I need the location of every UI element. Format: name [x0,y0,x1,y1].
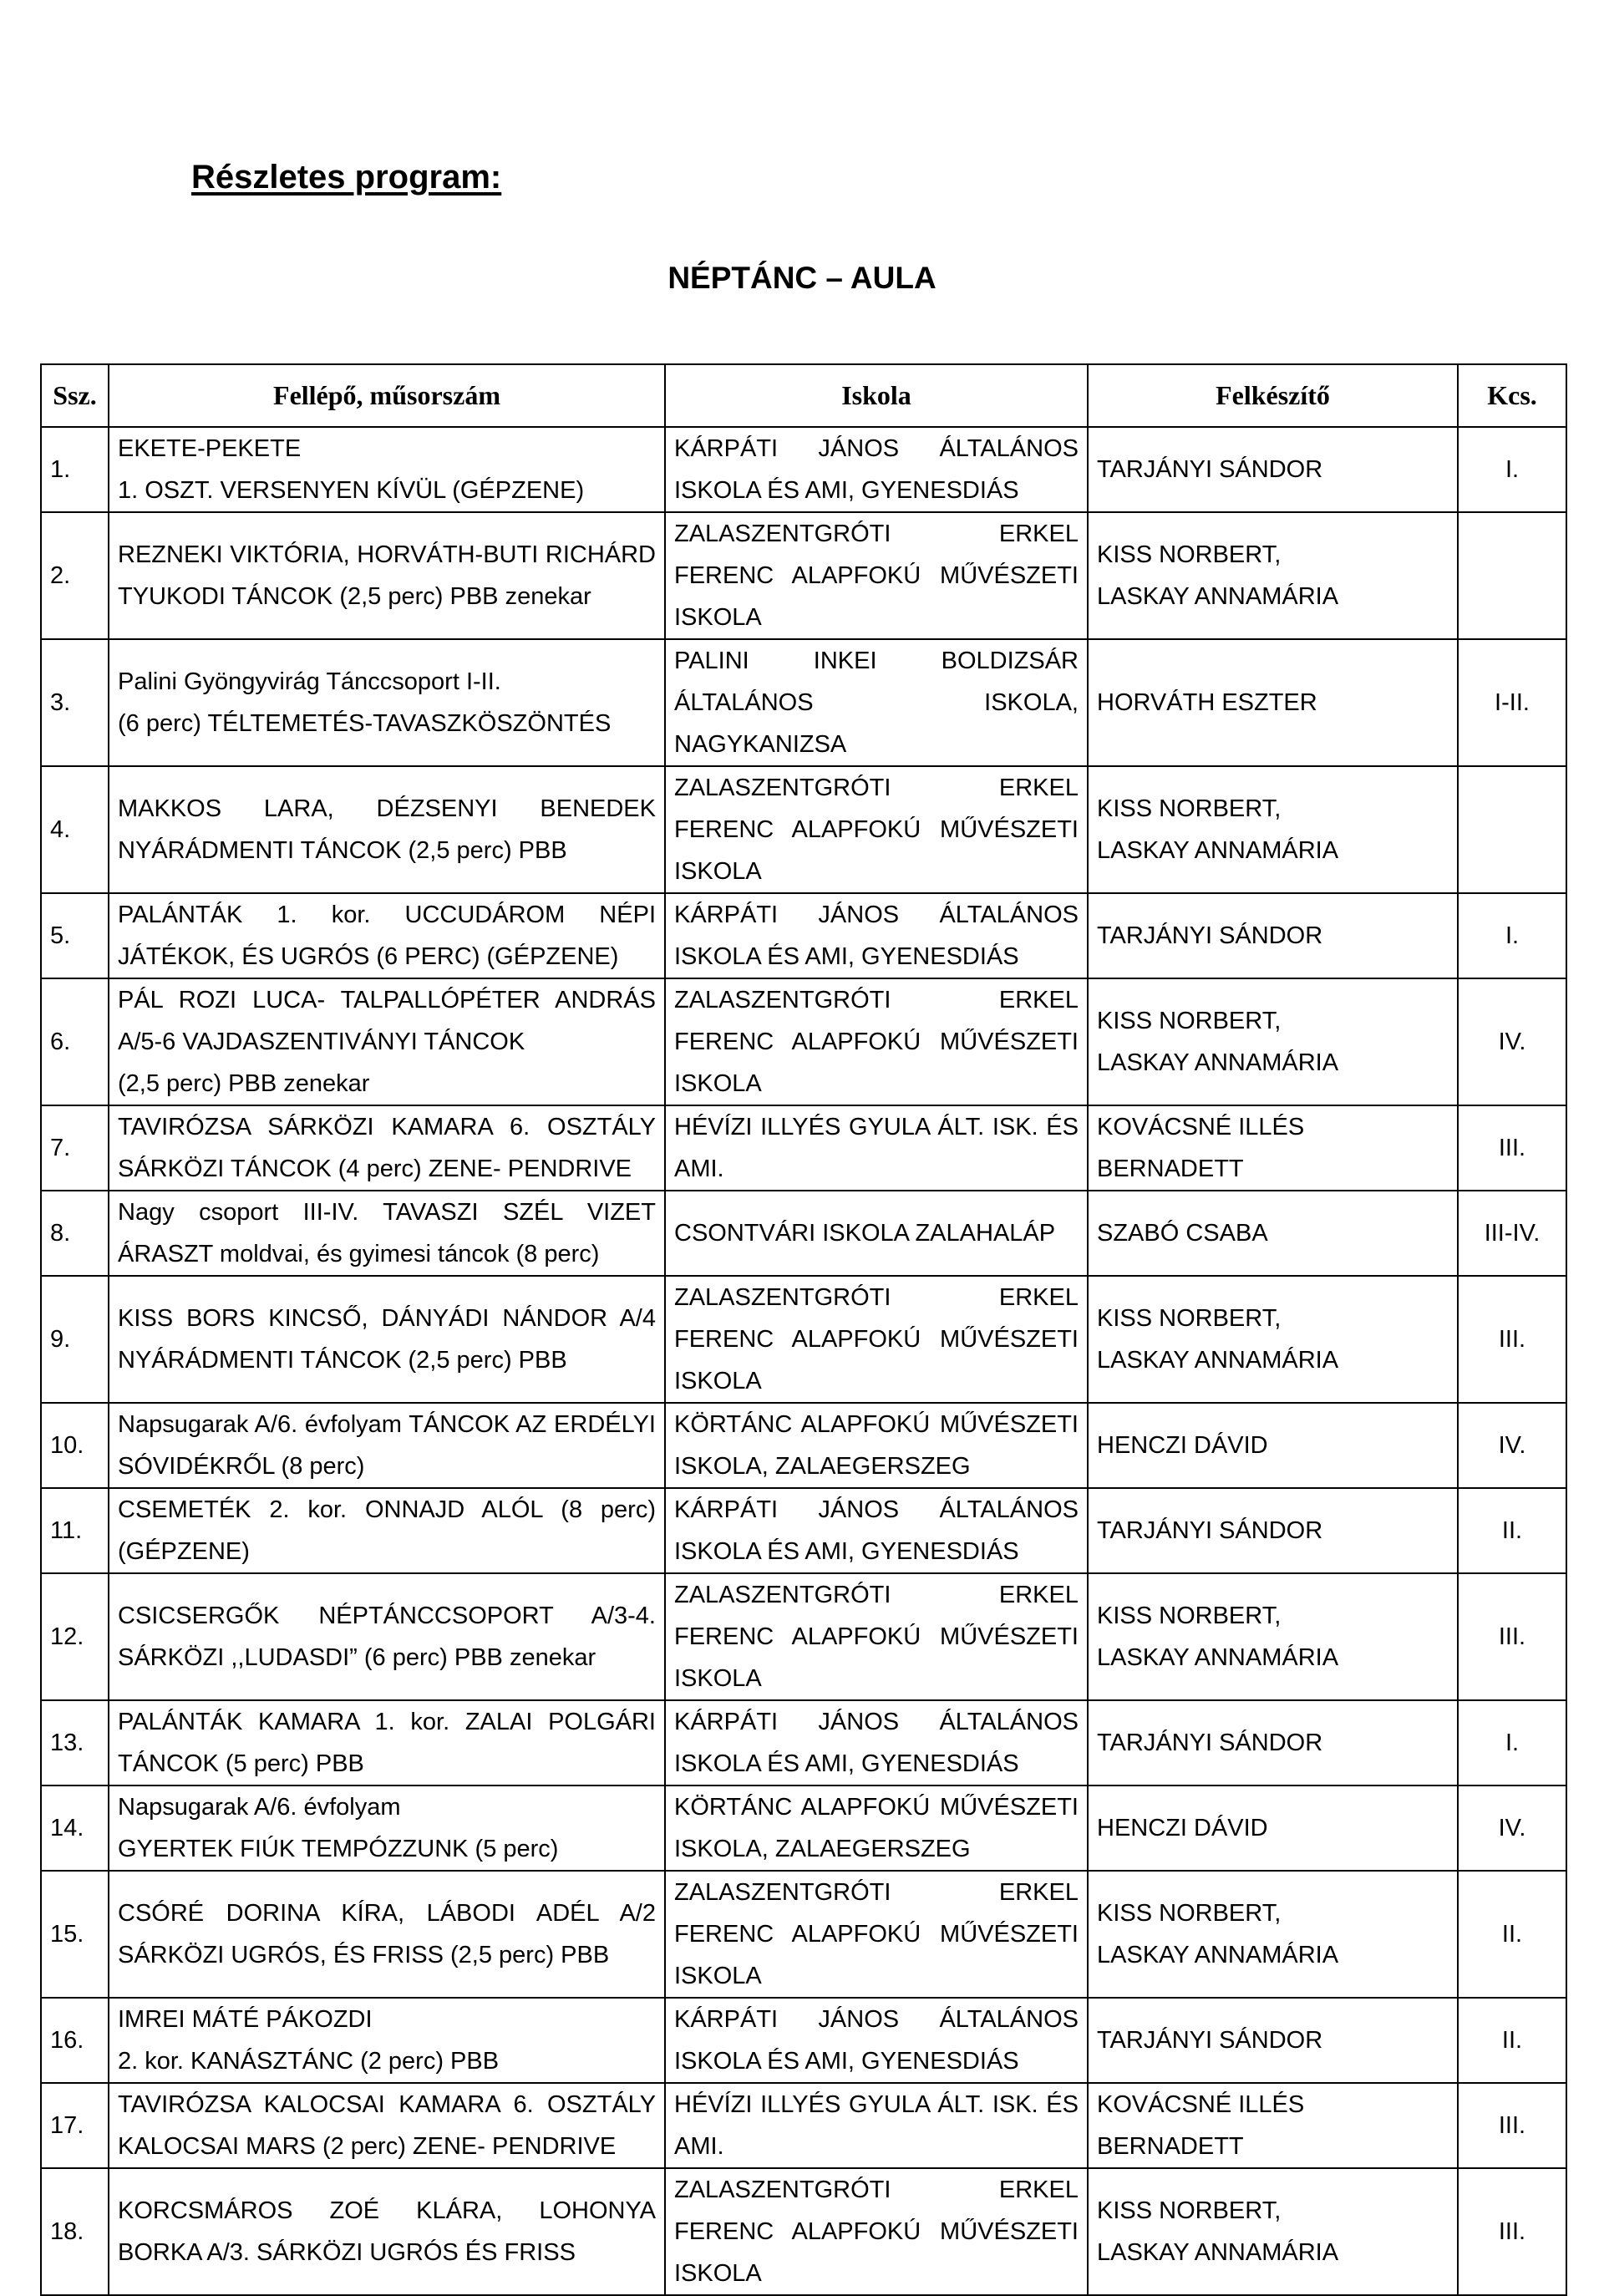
category-cell: III. [1458,2083,1566,2168]
category-cell: III. [1458,1276,1566,1403]
school-cell-line: KÖRTÁNC ALAPFOKÚ MŰVÉSZETI ISKOLA, ZALAEGERSZEG [674,1794,1079,1862]
teacher-cell [1088,1191,1458,1276]
school-cell [665,1998,1088,2083]
teacher-cell [1088,766,1458,893]
school-cell-line: KÁRPÁTI JÁNOS ÁLTALÁNOS ISKOLA ÉS AMI, GYENESDIÁS [674,1496,1079,1565]
school-cell-line: PALINI INKEI BOLDIZSÁR ÁLTALÁNOS ISKOLA, NAGYKANIZSA [674,648,1079,758]
header-row [41,364,1566,427]
table-row [41,427,1566,512]
school-cell-line: CSONTVÁRI ISKOLA ZALAHALÁP [674,1220,1056,1247]
teacher-cell [1088,1573,1458,1700]
performer-cell [109,2168,665,2295]
teacher-cell [1088,1871,1458,1998]
performer-cell [109,1488,665,1573]
school-cell [665,427,1088,512]
teacher-cell [1088,2168,1458,2295]
performer-cell-line: PÁL ROZI LUCA- TALPALLÓPÉTER ANDRÁS A/5-6 VAJDASZENTIVÁNYI TÁNCOK [118,987,656,1055]
category-cell: I. [1458,893,1566,978]
table-row [41,1105,1566,1191]
performer-cell-line: REZNEKI VIKTÓRIA, HORVÁTH-BUTI RICHÁRD TYUKODI TÁNCOK (2,5 perc) PBB zenekar [118,541,656,610]
row-number: 18. [41,2168,109,2295]
performer-cell-line: Napsugarak A/6. évfolyam TÁNCOK AZ ERDÉLYI SÓVIDÉKRŐL (8 perc) [118,1411,656,1480]
teacher-cell [1088,1105,1458,1191]
page-title: Részletes program: [191,159,502,196]
teacher-cell-line: LASKAY ANNAMÁRIA [1097,1049,1339,1076]
performer-cell-line: PALÁNTÁK 1. kor. UCCUDÁROM NÉPI JÁTÉKOK, ÉS UGRÓS (6 PERC) (GÉPZENE) [118,902,656,970]
performer-cell-line: CSÓRÉ DORINA KÍRA, LÁBODI ADÉL A/2 SÁRKÖZI UGRÓS, ÉS FRISS (2,5 perc) PBB [118,1900,656,1968]
performer-cell [109,1785,665,1871]
teacher-cell-line: LASKAY ANNAMÁRIA [1097,1942,1339,1968]
teacher-cell-line: KISS NORBERT, [1097,1008,1282,1034]
table-body [41,427,1566,2295]
table-row [41,639,1566,766]
school-cell [665,1191,1088,1276]
category-cell: III. [1458,2168,1566,2295]
category-cell: I. [1458,427,1566,512]
teacher-cell [1088,1700,1458,1785]
performer-cell [109,1276,665,1403]
school-cell [665,1488,1088,1573]
table-row [41,1573,1566,1700]
teacher-cell-line: TARJÁNYI SÁNDOR [1097,1730,1323,1756]
category-cell: I-II. [1458,639,1566,766]
school-cell [665,1871,1088,1998]
performer-cell [109,1998,665,2083]
performer-cell-line: Nagy csoport III-IV. TAVASZI SZÉL VIZET ÁRASZT moldvai, és gyimesi táncok (8 perc) [118,1199,656,1267]
table-row [41,978,1566,1105]
school-cell [665,766,1088,893]
teacher-cell [1088,1276,1458,1403]
teacher-cell-line: KISS NORBERT, [1097,1603,1282,1629]
school-cell [665,893,1088,978]
performer-cell-line: 2. kor. KANÁSZTÁNC (2 perc) PBB [118,2048,500,2075]
table-row [41,2083,1566,2168]
row-number: 8. [41,1191,109,1276]
header-ssz: Ssz. [41,364,109,427]
row-number: 16. [41,1998,109,2083]
teacher-cell [1088,639,1458,766]
school-cell-line: KÁRPÁTI JÁNOS ÁLTALÁNOS ISKOLA ÉS AMI, GYENESDIÁS [674,1709,1079,1777]
teacher-cell-line: KISS NORBERT, [1097,1900,1282,1927]
school-cell-line: HÉVÍZI ILLYÉS GYULA ÁLT. ISK. ÉS AMI. [674,2091,1079,2160]
school-cell-line: ZALASZENTGRÓTI ERKEL FERENC ALAPFOKÚ MŰVÉSZETI ISKOLA [674,987,1079,1097]
school-cell-line: KÁRPÁTI JÁNOS ÁLTALÁNOS ISKOLA ÉS AMI, GYENESDIÁS [674,435,1079,504]
teacher-cell-line: KISS NORBERT, [1097,541,1282,568]
performer-cell-line: CSEMETÉK 2. kor. ONNAJD ALÓL (8 perc) (GÉPZENE) [118,1496,656,1565]
table-row [41,1785,1566,1871]
teacher-cell-line: TARJÁNYI SÁNDOR [1097,922,1323,949]
performer-cell-line: (2,5 perc) PBB zenekar [118,1070,370,1097]
teacher-cell-line: LASKAY ANNAMÁRIA [1097,583,1339,610]
table-row [41,1998,1566,2083]
teacher-cell [1088,978,1458,1105]
teacher-cell-line: SZABÓ CSABA [1097,1220,1268,1247]
school-cell [665,1700,1088,1785]
row-number: 10. [41,1403,109,1488]
performer-cell [109,1871,665,1998]
school-cell [665,1573,1088,1700]
performer-cell-line: KORCSMÁROS ZOÉ KLÁRA, LOHONYA BORKA A/3. SÁRKÖZI UGRÓS ÉS FRISS [118,2197,656,2266]
table-row [41,1191,1566,1276]
teacher-cell-line: TARJÁNYI SÁNDOR [1097,2027,1323,2054]
performer-cell-line: TAVIRÓZSA KALOCSAI KAMARA 6. OSZTÁLY KALOCSAI MARS (2 perc) ZENE- PENDRIVE [118,2091,656,2160]
table-row [41,1403,1566,1488]
performer-cell-line: PALÁNTÁK KAMARA 1. kor. ZALAI POLGÁRI TÁNCOK (5 perc) PBB [118,1709,656,1777]
teacher-cell [1088,1998,1458,2083]
teacher-cell-line: KOVÁCSNÉ ILLÉS BERNADETT [1097,2091,1305,2160]
header-teacher: Felkészítő [1088,364,1458,427]
table-row [41,766,1566,893]
teacher-cell-line: TARJÁNYI SÁNDOR [1097,456,1323,483]
program-table [40,363,1567,2296]
category-cell: II. [1458,1998,1566,2083]
category-cell [1458,766,1566,893]
table-row [41,2168,1566,2295]
performer-cell [109,512,665,639]
teacher-cell [1088,1403,1458,1488]
row-number: 1. [41,427,109,512]
row-number: 14. [41,1785,109,1871]
school-cell [665,2083,1088,2168]
performer-cell [109,766,665,893]
performer-cell-line: GYERTEK FIÚK TEMPÓZZUNK (5 perc) [118,1836,559,1862]
category-cell: IV. [1458,1785,1566,1871]
performer-cell [109,978,665,1105]
teacher-cell-line: LASKAY ANNAMÁRIA [1097,1347,1339,1374]
row-number: 13. [41,1700,109,1785]
performer-cell-line: CSICSERGŐK NÉPTÁNCCSOPORT A/3-4. SÁRKÖZI ,,LUDASDI” (6 perc) PBB zenekar [118,1603,656,1671]
teacher-cell [1088,893,1458,978]
table-row [41,1276,1566,1403]
school-cell [665,1276,1088,1403]
school-cell-line: KÖRTÁNC ALAPFOKÚ MŰVÉSZETI ISKOLA, ZALAEGERSZEG [674,1411,1079,1480]
teacher-cell-line: HENCZI DÁVID [1097,1432,1268,1459]
performer-cell [109,1191,665,1276]
school-cell [665,512,1088,639]
performer-cell-line: 1. OSZT. VERSENYEN KÍVÜL (GÉPZENE) [118,477,585,504]
teacher-cell-line: LASKAY ANNAMÁRIA [1097,837,1339,864]
category-cell: IV. [1458,978,1566,1105]
teacher-cell-line: KISS NORBERT, [1097,2197,1282,2224]
teacher-cell [1088,1488,1458,1573]
performer-cell [109,1403,665,1488]
header-school: Iskola [665,364,1088,427]
performer-cell [109,1700,665,1785]
row-number: 3. [41,639,109,766]
table-row [41,893,1566,978]
performer-cell [109,639,665,766]
teacher-cell-line: TARJÁNYI SÁNDOR [1097,1517,1323,1544]
performer-cell-line: EKETE-PEKETE [118,435,302,462]
teacher-cell-line: KISS NORBERT, [1097,1305,1282,1332]
school-cell-line: ZALASZENTGRÓTI ERKEL FERENC ALAPFOKÚ MŰVÉSZETI ISKOLA [674,521,1079,631]
performer-cell-line: Napsugarak A/6. évfolyam [118,1794,401,1821]
school-cell-line: ZALASZENTGRÓTI ERKEL FERENC ALAPFOKÚ MŰVÉSZETI ISKOLA [674,1284,1079,1394]
category-cell: IV. [1458,1403,1566,1488]
teacher-cell [1088,427,1458,512]
teacher-cell-line: KISS NORBERT, [1097,795,1282,822]
row-number: 11. [41,1488,109,1573]
teacher-cell [1088,2083,1458,2168]
row-number: 9. [41,1276,109,1403]
section-title: NÉPTÁNC – AULA [667,261,937,295]
school-cell-line: KÁRPÁTI JÁNOS ÁLTALÁNOS ISKOLA ÉS AMI, GYENESDIÁS [674,902,1079,970]
performer-cell [109,2083,665,2168]
row-number: 6. [41,978,109,1105]
school-cell [665,639,1088,766]
school-cell-line: ZALASZENTGRÓTI ERKEL FERENC ALAPFOKÚ MŰVÉSZETI ISKOLA [674,775,1079,885]
teacher-cell [1088,1785,1458,1871]
school-cell-line: ZALASZENTGRÓTI ERKEL FERENC ALAPFOKÚ MŰVÉSZETI ISKOLA [674,1879,1079,1989]
row-number: 15. [41,1871,109,1998]
teacher-cell-line: KOVÁCSNÉ ILLÉS BERNADETT [1097,1114,1305,1182]
performer-cell [109,1105,665,1191]
row-number: 5. [41,893,109,978]
performer-cell [109,893,665,978]
header-category: Kcs. [1458,364,1566,427]
teacher-cell-line: LASKAY ANNAMÁRIA [1097,2239,1339,2266]
table-row [41,1488,1566,1573]
school-cell-line: HÉVÍZI ILLYÉS GYULA ÁLT. ISK. ÉS AMI. [674,1114,1079,1182]
category-cell: III-IV. [1458,1191,1566,1276]
category-cell [1458,512,1566,639]
table-row [41,1700,1566,1785]
category-cell: I. [1458,1700,1566,1785]
teacher-cell-line: HENCZI DÁVID [1097,1815,1268,1841]
row-number: 12. [41,1573,109,1700]
category-cell: II. [1458,1871,1566,1998]
performer-cell-line: (6 perc) TÉLTEMETÉS-TAVASZKÖSZÖNTÉS [118,710,612,737]
performer-cell [109,1573,665,1700]
school-cell [665,2168,1088,2295]
row-number: 17. [41,2083,109,2168]
table-header [41,364,1566,427]
row-number: 2. [41,512,109,639]
school-cell [665,1105,1088,1191]
category-cell: III. [1458,1573,1566,1700]
performer-cell-line: KISS BORS KINCSŐ, DÁNYÁDI NÁNDOR A/4 NYÁRÁDMENTI TÁNCOK (2,5 perc) PBB [118,1305,656,1374]
school-cell [665,1785,1088,1871]
performer-cell-line: MAKKOS LARA, DÉZSENYI BENEDEK NYÁRÁDMENTI TÁNCOK (2,5 perc) PBB [118,795,656,864]
teacher-cell-line: HORVÁTH ESZTER [1097,689,1317,716]
category-cell: III. [1458,1105,1566,1191]
performer-cell-line: TAVIRÓZSA SÁRKÖZI KAMARA 6. OSZTÁLY SÁRKÖZI TÁNCOK (4 perc) ZENE- PENDRIVE [118,1114,656,1182]
school-cell-line: KÁRPÁTI JÁNOS ÁLTALÁNOS ISKOLA ÉS AMI, GYENESDIÁS [674,2006,1079,2075]
teacher-cell [1088,512,1458,639]
table-row [41,512,1566,639]
school-cell [665,978,1088,1105]
performer-cell-line: IMREI MÁTÉ PÁKOZDI [118,2006,373,2033]
header-performer: Fellépő, műsorszám [109,364,665,427]
table-row [41,1871,1566,1998]
performer-cell-line: Palini Gyöngyvirág Tánccsoport I-II. [118,668,501,695]
row-number: 7. [41,1105,109,1191]
teacher-cell-line: LASKAY ANNAMÁRIA [1097,1644,1339,1671]
school-cell-line: ZALASZENTGRÓTI ERKEL FERENC ALAPFOKÚ MŰVÉSZETI ISKOLA [674,2177,1079,2287]
school-cell [665,1403,1088,1488]
performer-cell [109,427,665,512]
row-number: 4. [41,766,109,893]
school-cell-line: ZALASZENTGRÓTI ERKEL FERENC ALAPFOKÚ MŰVÉSZETI ISKOLA [674,1582,1079,1692]
category-cell: II. [1458,1488,1566,1573]
